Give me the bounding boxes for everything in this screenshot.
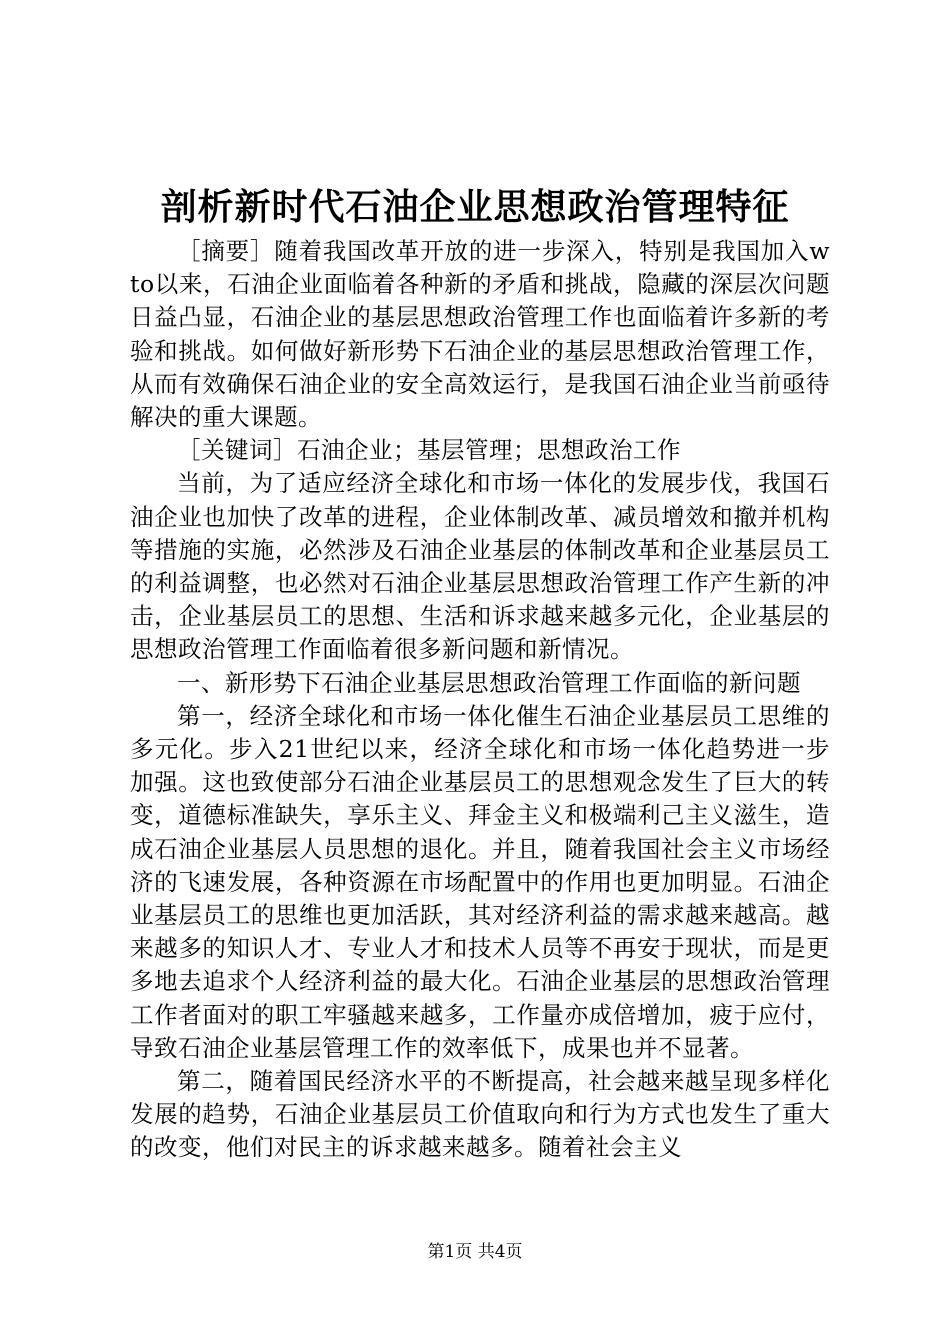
section-heading: 一、新形势下石油企业基层思想政治管理工作面临的新问题 <box>177 668 801 697</box>
abstract-paragraph: ［摘要］随着我国改革开放的进一步深入，特别是我国加入wto以来，石油企业面临着各种新的矛盾和挑战，隐藏的深层次问题日益凸显，石油企业的基层思想政治管理工作也面临着许多新的考验和挑战。如何做好新形势下石油企业的基层思想政治管理工作，从而有效确保石油企业的安全高效运行，是我国石油企业当前亟待解决的重大课题。 <box>130 237 830 432</box>
body-paragraph-first-point: 第一，经济全球化和市场一体化催生石油企业基层员工思维的多元化。步入21世纪以来，经济全球化和市场一体化趋势进一步加强。这也致使部分石油企业基层员工的思想观念发生了巨大的转变，道德标准缺失，享乐主义、拜金主义和极端利己主义滋生，造成石油企业基层人员思想的退化。并且，随着我国社会主义市场经济的飞速发展，各种资源在市场配置中的作用也更加明显。石油企业基层员工的思维也更加活跃，其对经济利益的需求越来越高。越来越多的知识人才、专业人才和技术人员等不再安于现状，而是更多地去追求个人经济利益的最大化。石油企业基层的思想政治管理工作者面对的职工牢骚越来越多，工作量亦成倍增加，疲于应付，导致石油企业基层管理工作的效率低下，成果也并不显著。 <box>130 701 830 1062</box>
intro-paragraph: 当前，为了适应经济全球化和市场一体化的发展步伐，我国石油企业也加快了改革的进程，企业体制改革、减员增效和撤并机构等措施的实施，必然涉及石油企业基层的体制改革和企业基层员工的利益调整，也必然对石油企业基层思想政治管理工作产生新的冲击，企业基层员工的思想、生活和诉求越来越多元化，企业基层的思想政治管理工作面临着很多新问题和新情况。 <box>130 469 830 664</box>
body-paragraph-second-point: 第二，随着国民经济水平的不断提高，社会越来越呈现多样化发展的趋势，石油企业基层员工价值取向和行为方式也发生了重大的改变，他们对民主的诉求越来越多。随着社会主义 <box>130 1067 830 1162</box>
keywords-paragraph: ［关键词］石油企业；基层管理；思想政治工作 <box>177 436 681 465</box>
document-title: 剖析新时代石油企业思想政治管理特征 <box>160 187 790 228</box>
page-number-footer: 第1页 共4页 <box>427 1242 523 1262</box>
document-body <box>130 235 830 1165</box>
